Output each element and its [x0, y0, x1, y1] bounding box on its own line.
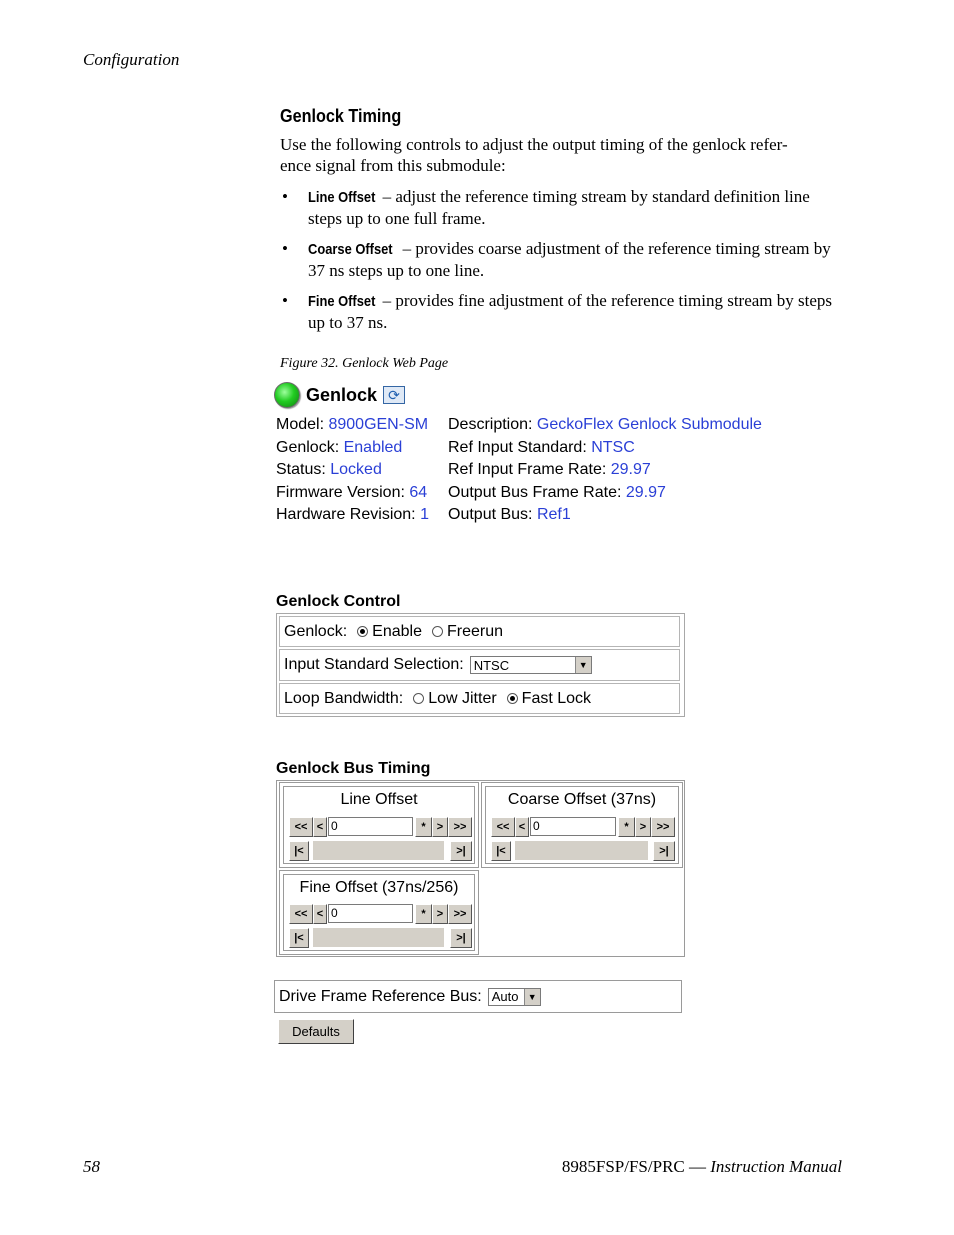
drive-frame-value: Auto [491, 989, 519, 1004]
bullet-symbol: • [282, 239, 288, 258]
line-offset-reset-button[interactable]: * [415, 817, 432, 837]
info-output-bus: Output Bus: Ref1 [448, 506, 571, 523]
fine-offset-decrement-button[interactable]: < [313, 904, 327, 924]
line-offset-slider-track[interactable] [313, 841, 444, 860]
drive-frame-label: Drive Frame Reference Bus: [279, 987, 482, 1005]
info-model: Model: 8900GEN-SM [276, 416, 429, 433]
info-right [448, 414, 762, 527]
fine-offset-first-button[interactable]: |< [289, 928, 309, 948]
manual-code: 8985FSP/FS/PRC [561, 1157, 685, 1176]
running-head: Configuration [83, 50, 180, 69]
bullet-text: – provides fine adjustment of the reference timing stream by steps up to 37 ns. [308, 291, 833, 332]
fine-offset-big-decrement-button[interactable]: << [289, 904, 313, 924]
genlock-mode-label: Genlock: [284, 622, 348, 640]
info-ref-input-standard: Ref Input Standard: NTSC [448, 438, 635, 456]
chevron-down-icon[interactable]: ▼ [575, 657, 591, 673]
line-offset-first-button[interactable]: |< [289, 841, 309, 861]
bullet-line-offset [280, 186, 845, 229]
low-jitter-radio[interactable] [413, 693, 424, 704]
coarse-offset-reset-button[interactable]: * [618, 817, 635, 837]
info-description: Description: GeckoFlex Genlock Submodule [448, 416, 762, 433]
info-genlock: Genlock: Enabled [276, 438, 403, 456]
bullet-text: – provides coarse adjustment of the reference timing stream by 37 ns steps up to one line. [308, 239, 831, 280]
figure-caption: Figure 32. Genlock Web Page [280, 356, 449, 371]
coarse-offset-big-decrement-button[interactable]: << [491, 817, 515, 837]
bullet-coarse-offset [280, 238, 845, 281]
coarse-offset-last-button[interactable]: >| [653, 841, 675, 861]
genlock-control-title: Genlock Control [276, 593, 401, 610]
coarse-offset-label: Coarse Offset (37ns) [507, 791, 657, 808]
defaults-button[interactable]: Defaults [278, 1019, 354, 1044]
bullet-term: Fine Offset [308, 293, 376, 310]
input-standard-value: NTSC [473, 657, 510, 673]
manual-title: Instruction Manual [710, 1157, 842, 1176]
input-standard-row [279, 649, 680, 681]
line-offset-panel [279, 782, 479, 868]
chevron-down-icon[interactable]: ▼ [524, 989, 540, 1005]
footer-separator: — [684, 1157, 711, 1176]
bullet-symbol: • [282, 291, 288, 310]
page-number: 58 [83, 1157, 100, 1176]
loop-bandwidth-row [279, 683, 680, 714]
drive-frame-row [274, 980, 682, 1013]
loop-bandwidth-label: Loop Bandwidth: [284, 689, 404, 707]
bullet-list [280, 186, 845, 342]
coarse-offset-decrement-button[interactable]: < [515, 817, 529, 837]
fine-offset-big-increment-button[interactable]: >> [448, 904, 472, 924]
info-firmware: Firmware Version: 64 [276, 483, 428, 501]
fast-lock-label[interactable]: Fast Lock [521, 689, 592, 707]
fine-offset-slider-track[interactable] [313, 928, 444, 947]
info-left [276, 414, 429, 527]
coarse-offset-slider-track[interactable] [515, 841, 648, 860]
line-offset-input[interactable]: 0 [328, 817, 413, 836]
bullet-symbol: • [282, 187, 288, 206]
coarse-offset-panel [481, 782, 683, 868]
status-led-icon [274, 382, 300, 408]
coarse-offset-increment-button[interactable]: > [635, 817, 651, 837]
enable-radio[interactable] [357, 626, 368, 637]
refresh-icon[interactable]: ⟳ [383, 386, 405, 404]
footer-manual [562, 1157, 842, 1177]
line-offset-increment-button[interactable]: > [432, 817, 448, 837]
line-offset-big-increment-button[interactable]: >> [448, 817, 472, 837]
info-output-frame-rate: Output Bus Frame Rate: 29.97 [448, 483, 666, 501]
line-offset-last-button[interactable]: >| [450, 841, 472, 861]
fine-offset-input[interactable]: 0 [328, 904, 413, 923]
section-title: Genlock Timing [280, 106, 402, 126]
intro-line-1: Use the following controls to adjust the output timing of the genlock refer- [280, 135, 788, 154]
fine-offset-inner [283, 874, 475, 951]
coarse-offset-inner [485, 786, 679, 864]
freerun-radio[interactable] [432, 626, 443, 637]
input-standard-select[interactable] [470, 656, 592, 674]
bullet-fine-offset [280, 290, 845, 333]
fine-offset-last-button[interactable]: >| [450, 928, 472, 948]
coarse-offset-input[interactable]: 0 [530, 817, 616, 836]
line-offset-big-decrement-button[interactable]: << [289, 817, 313, 837]
info-ref-frame-rate: Ref Input Frame Rate: 29.97 [448, 461, 651, 478]
info-hardware: Hardware Revision: 1 [276, 506, 429, 523]
enable-label[interactable]: Enable [372, 622, 422, 640]
fine-offset-increment-button[interactable]: > [432, 904, 448, 924]
coarse-offset-first-button[interactable]: |< [491, 841, 511, 861]
bullet-text: – adjust the reference timing stream by standard definition line steps up to one full frame. [308, 187, 810, 228]
intro-line-2: ence signal from this submodule: [280, 156, 506, 175]
bullet-term: Coarse Offset [308, 241, 393, 258]
low-jitter-label[interactable]: Low Jitter [428, 689, 497, 707]
genlock-header [274, 382, 405, 408]
bus-timing-title: Genlock Bus Timing [276, 760, 431, 777]
bullet-term: Line Offset [308, 189, 376, 206]
input-standard-label: Input Standard Selection: [284, 656, 464, 673]
drive-frame-select[interactable] [488, 988, 541, 1006]
fine-offset-reset-button[interactable]: * [415, 904, 432, 924]
genlock-mode-row [279, 616, 680, 647]
fine-offset-panel [279, 870, 479, 955]
genlock-title: Genlock [306, 384, 378, 405]
fast-lock-radio[interactable] [507, 693, 518, 704]
line-offset-inner [283, 786, 475, 864]
info-status: Status: Locked [276, 461, 382, 478]
line-offset-label: Line Offset [340, 791, 418, 808]
fine-offset-label: Fine Offset (37ns/256) [299, 879, 459, 896]
intro-paragraph [280, 134, 845, 176]
coarse-offset-big-increment-button[interactable]: >> [651, 817, 675, 837]
line-offset-decrement-button[interactable]: < [313, 817, 327, 837]
freerun-label[interactable]: Freerun [446, 622, 503, 640]
